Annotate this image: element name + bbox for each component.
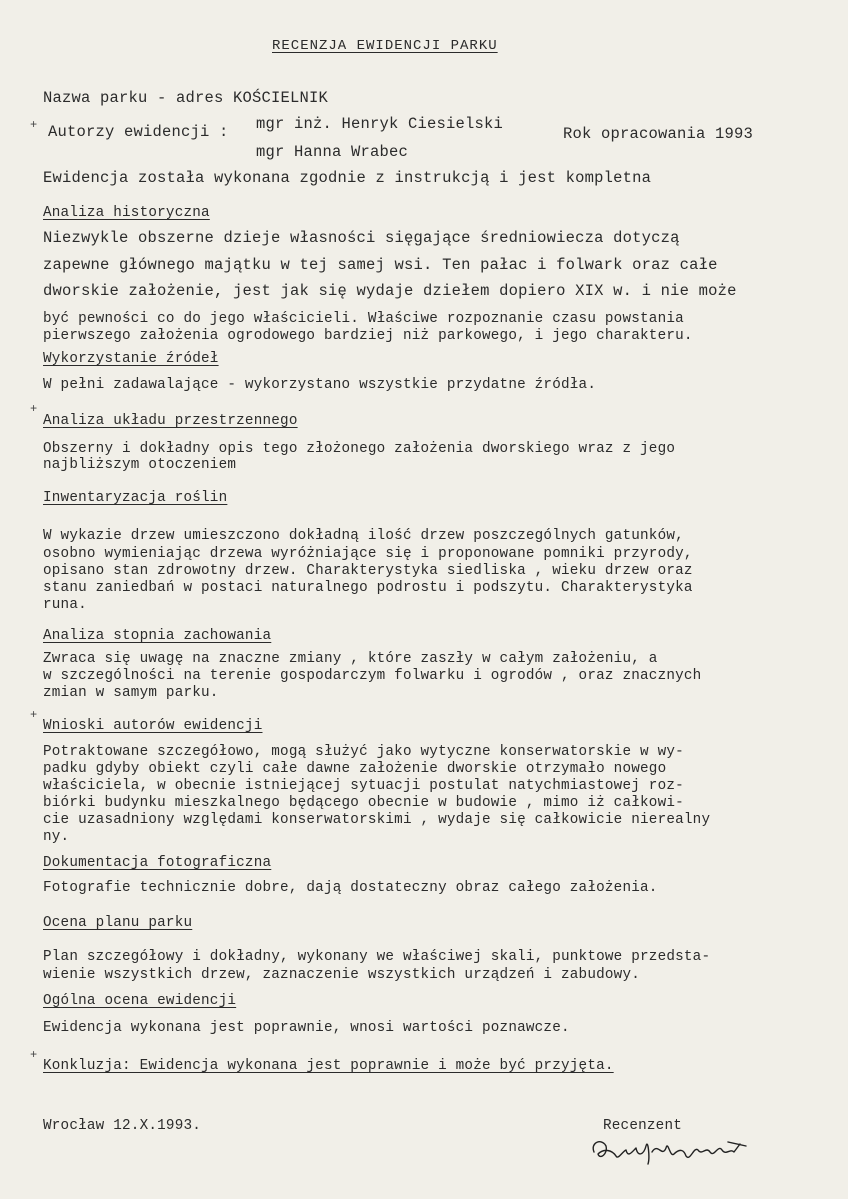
- heading-preservation-analysis: Analiza stopnia zachowania: [43, 628, 272, 644]
- text-line: cie uzasadniony względami konserwatorskimi , wydaje się całkowicie nierealny: [43, 812, 711, 828]
- text-line: osobno wymieniając drzewa wyróżniające się i proponowane pomniki przyrody,: [43, 546, 693, 562]
- text-line: ny.: [43, 829, 70, 845]
- author-1: mgr inż. Henryk Ciesielski: [256, 115, 504, 133]
- text-line: Ewidencja wykonana jest poprawnie, wnosi wartości poznawcze.: [43, 1020, 570, 1036]
- heading-photo-documentation: Dokumentacja fotograficzna: [43, 855, 272, 871]
- heading-plant-inventory: Inwentaryzacja roślin: [43, 490, 228, 506]
- text-line: Obszerny i dokładny opis tego złożonego założenia dworskiego wraz z jego: [43, 441, 676, 457]
- text-line: Niezwykle obszerne dzieje własności sięgające średniowiecza dotyczą: [43, 229, 680, 247]
- text-line: Plan szczegółowy i dokładny, wykonany we właściwej skali, punktowe przedsta-: [43, 949, 711, 965]
- margin-tick-mark: +: [30, 118, 38, 132]
- text-line: stanu zaniedbań w postaci naturalnego podrostu i podszytu. Charakterystyka: [43, 580, 693, 596]
- text-line: dworskie założenie, jest jak się wydaje dziełem dopiero XIX w. i nie może: [43, 282, 737, 300]
- heading-park-plan-review: Ocena planu parku: [43, 915, 193, 931]
- heading-authors-conclusions: Wnioski autorów ewidencji: [43, 718, 263, 734]
- text-line: padku gdyby obiekt czyli całe dawne założenie dworskie otrzymało nowego: [43, 761, 667, 777]
- authors-label: Autorzy ewidencji :: [48, 123, 229, 141]
- text-line: być pewności co do jego właścicieli. Właściwe rozpoznanie czasu powstania: [43, 311, 684, 327]
- text-line: biórki budynku mieszkalnego będącego obecnie w budowie , mimo iż całkowi-: [43, 795, 684, 811]
- place-and-date: Wrocław 12.X.1993.: [43, 1118, 202, 1134]
- text-line: Potraktowane szczegółowo, mogą służyć jako wytyczne konserwatorskie w wy-: [43, 744, 684, 760]
- text-line: wienie wszystkich drzew, zaznaczenie wszystkich urządzeń i zabudowy.: [43, 967, 641, 983]
- text-line: zapewne głównego majątku w tej samej wsi. Ten pałac i folwark oraz całe: [43, 256, 718, 274]
- margin-tick-mark: +: [30, 402, 38, 416]
- final-conclusion: Konkluzja: Ewidencja wykonana jest poprawnie i może być przyjęta.: [43, 1058, 614, 1074]
- text-line: runa.: [43, 597, 87, 613]
- heading-overall-review: Ogólna ocena ewidencji: [43, 993, 237, 1009]
- document-title: RECENZJA EWIDENCJI PARKU: [272, 38, 498, 54]
- margin-tick-mark: +: [30, 708, 38, 722]
- text-line: zmian w samym parku.: [43, 685, 219, 701]
- text-line: W pełni zadawalające - wykorzystano wszystkie przydatne źródła.: [43, 377, 597, 393]
- year-of-elaboration: Rok opracowania 1993: [563, 125, 754, 143]
- author-2: mgr Hanna Wrabec: [256, 143, 409, 161]
- heading-historical-analysis: Analiza historyczna: [43, 205, 210, 221]
- text-line: opisano stan zdrowotny drzew. Charakterystyka siedliska , wieku drzew oraz: [43, 563, 693, 579]
- heading-spatial-analysis: Analiza układu przestrzennego: [43, 413, 298, 429]
- text-line: Zwraca się uwagę na znaczne zmiany , które zaszły w całym założeniu, a: [43, 651, 658, 667]
- reviewer-signature: [588, 1128, 753, 1170]
- reviewer-label: Recenzent: [603, 1118, 683, 1134]
- text-line: w szczególności na terenie gospodarczym folwarku i ogrodów , oraz znacznych: [43, 668, 702, 684]
- park-name-line: Nazwa parku - adres KOŚCIELNIK: [43, 89, 329, 107]
- text-line: Fotografie technicznie dobre, dają dostateczny obraz całego założenia.: [43, 880, 658, 896]
- text-line: W wykazie drzew umieszczono dokładną ilość drzew poszczególnych gatunków,: [43, 528, 684, 544]
- text-line: najbliższym otoczeniem: [43, 457, 237, 473]
- heading-sources-usage: Wykorzystanie źródeł: [43, 351, 219, 367]
- completeness-statement: Ewidencja została wykonana zgodnie z instrukcją i jest kompletna: [43, 169, 652, 187]
- text-line: pierwszego założenia ogrodowego bardziej niż parkowego, i jego charakteru.: [43, 328, 693, 344]
- margin-tick-mark: +: [30, 1048, 38, 1062]
- text-line: właściciela, w obecnie istniejącej sytuacji postulat natychmiastowej roz-: [43, 778, 684, 794]
